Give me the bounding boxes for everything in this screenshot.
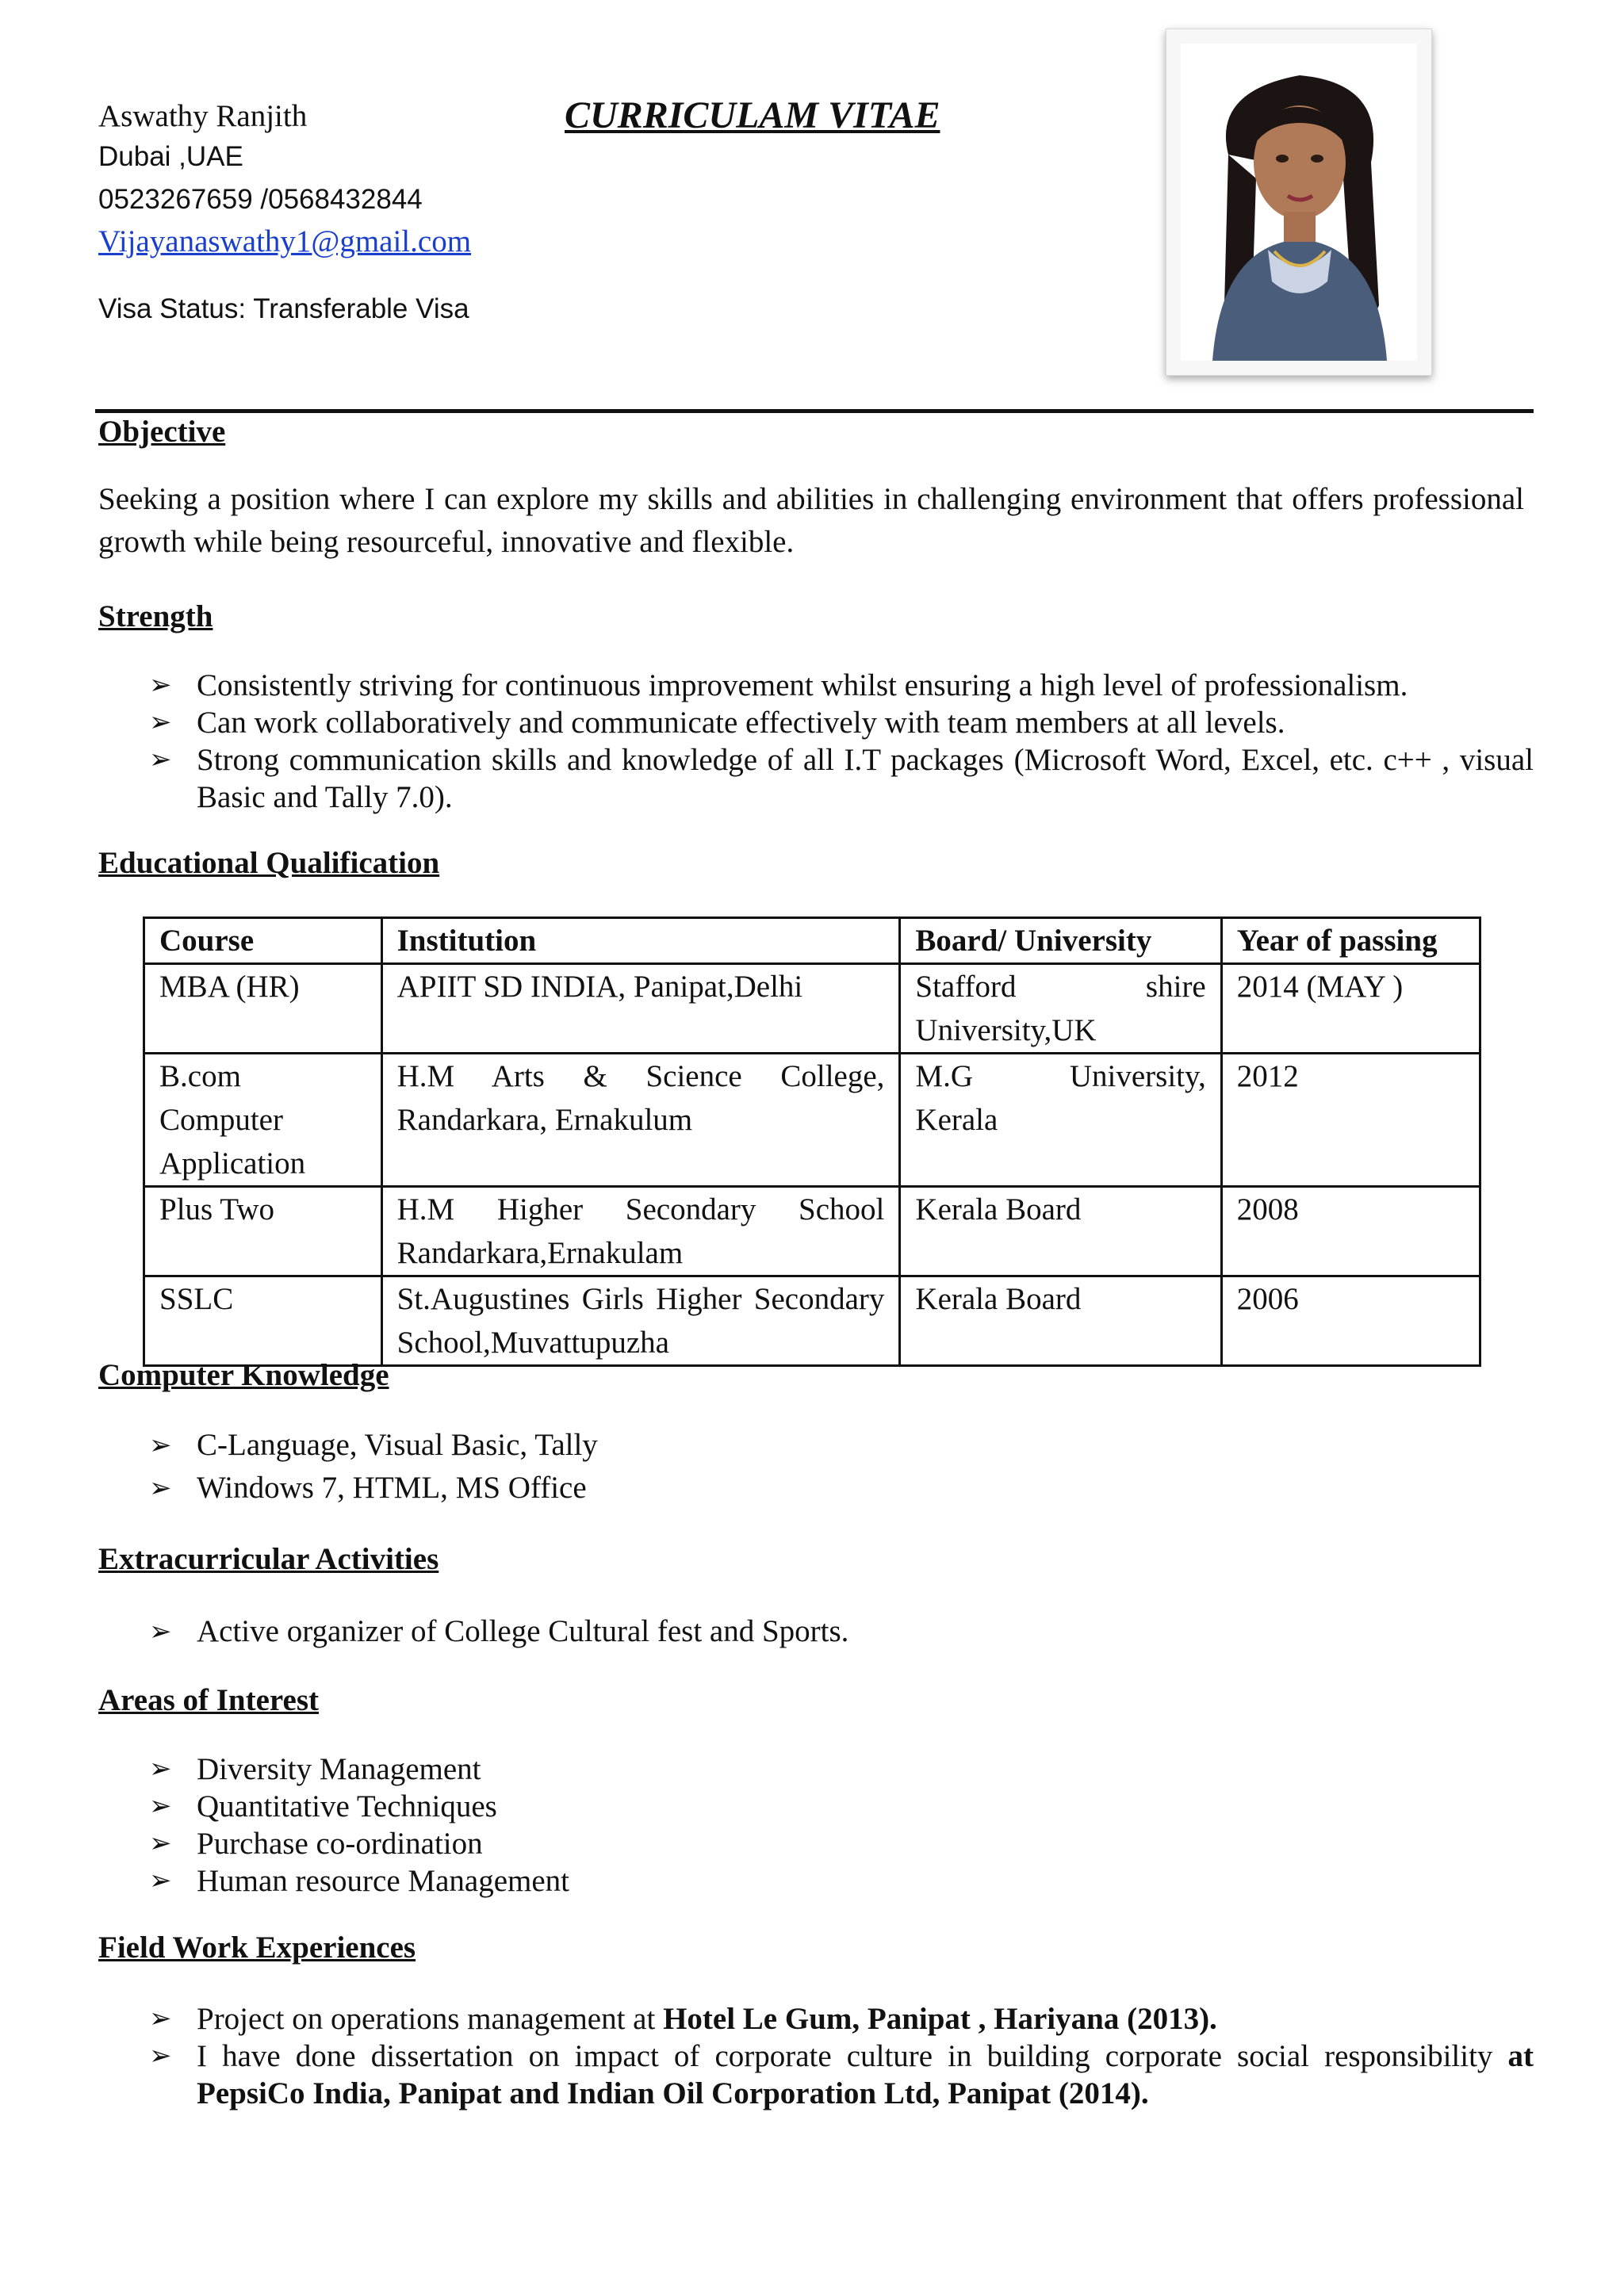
extracurricular-list xyxy=(98,1611,1534,1654)
list-item: ➢ I have done dissertation on impact of corporate culture in building corporate social responsibility at PepsiCo India, Panipat and Indian Oil Corporation Ltd, Panipat (2014). xyxy=(149,2039,1534,2110)
objective-text: Seeking a position where I can explore my skills and abilities in challenging environment that offers professional growth while being resourceful, innovative and flexible. xyxy=(98,482,1524,559)
candidate-name: Aswathy Ranjith xyxy=(98,99,308,133)
bullet-arrow-icon: ➢ xyxy=(149,744,172,775)
document-title: CURRICULAM VITAE xyxy=(565,94,940,136)
table-cell: 2008 xyxy=(1221,1187,1480,1276)
bullet-arrow-icon: ➢ xyxy=(149,706,172,738)
table-row xyxy=(144,1054,1480,1187)
column-header: Year of passing xyxy=(1221,918,1480,964)
interest-list xyxy=(98,1751,1534,1900)
list-item: ➢ C-Language, Visual Basic, Tally xyxy=(98,1425,1534,1466)
table-cell: 2012 xyxy=(1221,1054,1480,1187)
portrait-image xyxy=(1181,44,1417,361)
extracurricular-heading: Extracurricular Activities xyxy=(98,1542,439,1576)
list-item: ➢ Diversity Management xyxy=(149,1752,481,1786)
table-cell: SSLC xyxy=(144,1276,382,1366)
column-header: Course xyxy=(144,918,382,964)
table-cell: St.Augustines Girls Higher Secondary School,Muvattupuzha xyxy=(381,1276,900,1366)
fieldwork-heading: Field Work Experiences xyxy=(98,1931,416,1965)
table-cell: H.M Higher Secondary School Randarkara,Ernakulam xyxy=(381,1187,900,1276)
list-item: ➢ Windows 7, HTML, MS Office xyxy=(98,1468,1534,1509)
bullet-arrow-icon: ➢ xyxy=(149,1472,172,1504)
email-link[interactable]: Vijayanaswathy1@gmail.com xyxy=(98,224,472,258)
table-cell: M.G University, Kerala xyxy=(900,1054,1221,1187)
bullet-arrow-icon: ➢ xyxy=(149,1429,172,1461)
table-cell: MBA (HR) xyxy=(144,964,382,1054)
objective-heading: Objective xyxy=(98,415,226,449)
strength-list xyxy=(98,667,1534,816)
list-item: ➢ Active organizer of College Cultural fest and Sports. xyxy=(98,1611,1534,1652)
profile-photo xyxy=(1166,29,1432,376)
list-item: ➢ Human resource Management xyxy=(149,1864,569,1898)
bullet-arrow-icon: ➢ xyxy=(149,2040,172,2072)
column-header: Board/ University xyxy=(900,918,1221,964)
table-cell: APIIT SD INDIA, Panipat,Delhi xyxy=(381,964,900,1054)
table-cell: Kerala Board xyxy=(900,1187,1221,1276)
table-cell: H.M Arts & Science College, Randarkara, Ernakulum xyxy=(381,1054,900,1187)
bullet-arrow-icon: ➢ xyxy=(149,2003,172,2034)
table-cell: Plus Two xyxy=(144,1187,382,1276)
bullet-arrow-icon: ➢ xyxy=(149,669,172,701)
column-header: Institution xyxy=(381,918,900,964)
table-row xyxy=(144,1276,1480,1366)
list-item: ➢ Consistently striving for continuous improvement whilst ensuring a high level of professionalism. xyxy=(149,668,1408,702)
list-item: ➢ Can work collaboratively and communicate effectively with team members at all levels. xyxy=(149,706,1285,740)
fieldwork-list xyxy=(98,2000,1534,2112)
bullet-arrow-icon: ➢ xyxy=(149,1753,172,1785)
table-row xyxy=(144,964,1480,1054)
list-item: ➢ Project on operations management at Hotel Le Gum, Panipat , Hariyana (2013). xyxy=(149,2002,1217,2036)
list-item: ➢ Purchase co-ordination xyxy=(149,1827,483,1861)
list-item: ➢ Strong communication skills and knowledge of all I.T packages (Microsoft Word, Excel, etc. c++ , visual Basic and Tally 7.0). xyxy=(149,743,1534,814)
table-header-row xyxy=(144,918,1480,964)
list-item: ➢ Quantitative Techniques xyxy=(149,1789,497,1823)
table-cell: 2006 xyxy=(1221,1276,1480,1366)
address: Dubai ,UAE xyxy=(98,141,243,172)
phone-numbers: 0523267659 /0568432844 xyxy=(98,184,423,215)
strength-heading: Strength xyxy=(98,599,213,633)
table-cell: 2014 (MAY ) xyxy=(1221,964,1480,1054)
computer-list xyxy=(98,1425,1534,1510)
bullet-arrow-icon: ➢ xyxy=(149,1865,172,1896)
interest-heading: Areas of Interest xyxy=(98,1683,319,1717)
table-cell: B.com Computer Application xyxy=(144,1054,382,1187)
education-heading: Educational Qualification xyxy=(98,846,440,880)
header-divider xyxy=(95,409,1534,413)
computer-heading: Computer Knowledge xyxy=(98,1358,389,1392)
table-cell: Stafford shire University,UK xyxy=(900,964,1221,1054)
bullet-arrow-icon: ➢ xyxy=(149,1790,172,1822)
education-table xyxy=(143,916,1481,1367)
visa-status: Visa Status: Transferable Visa xyxy=(98,293,469,324)
bullet-arrow-icon: ➢ xyxy=(149,1827,172,1859)
bullet-arrow-icon: ➢ xyxy=(149,1616,172,1647)
table-row xyxy=(144,1187,1480,1276)
table-cell: Kerala Board xyxy=(900,1276,1221,1366)
